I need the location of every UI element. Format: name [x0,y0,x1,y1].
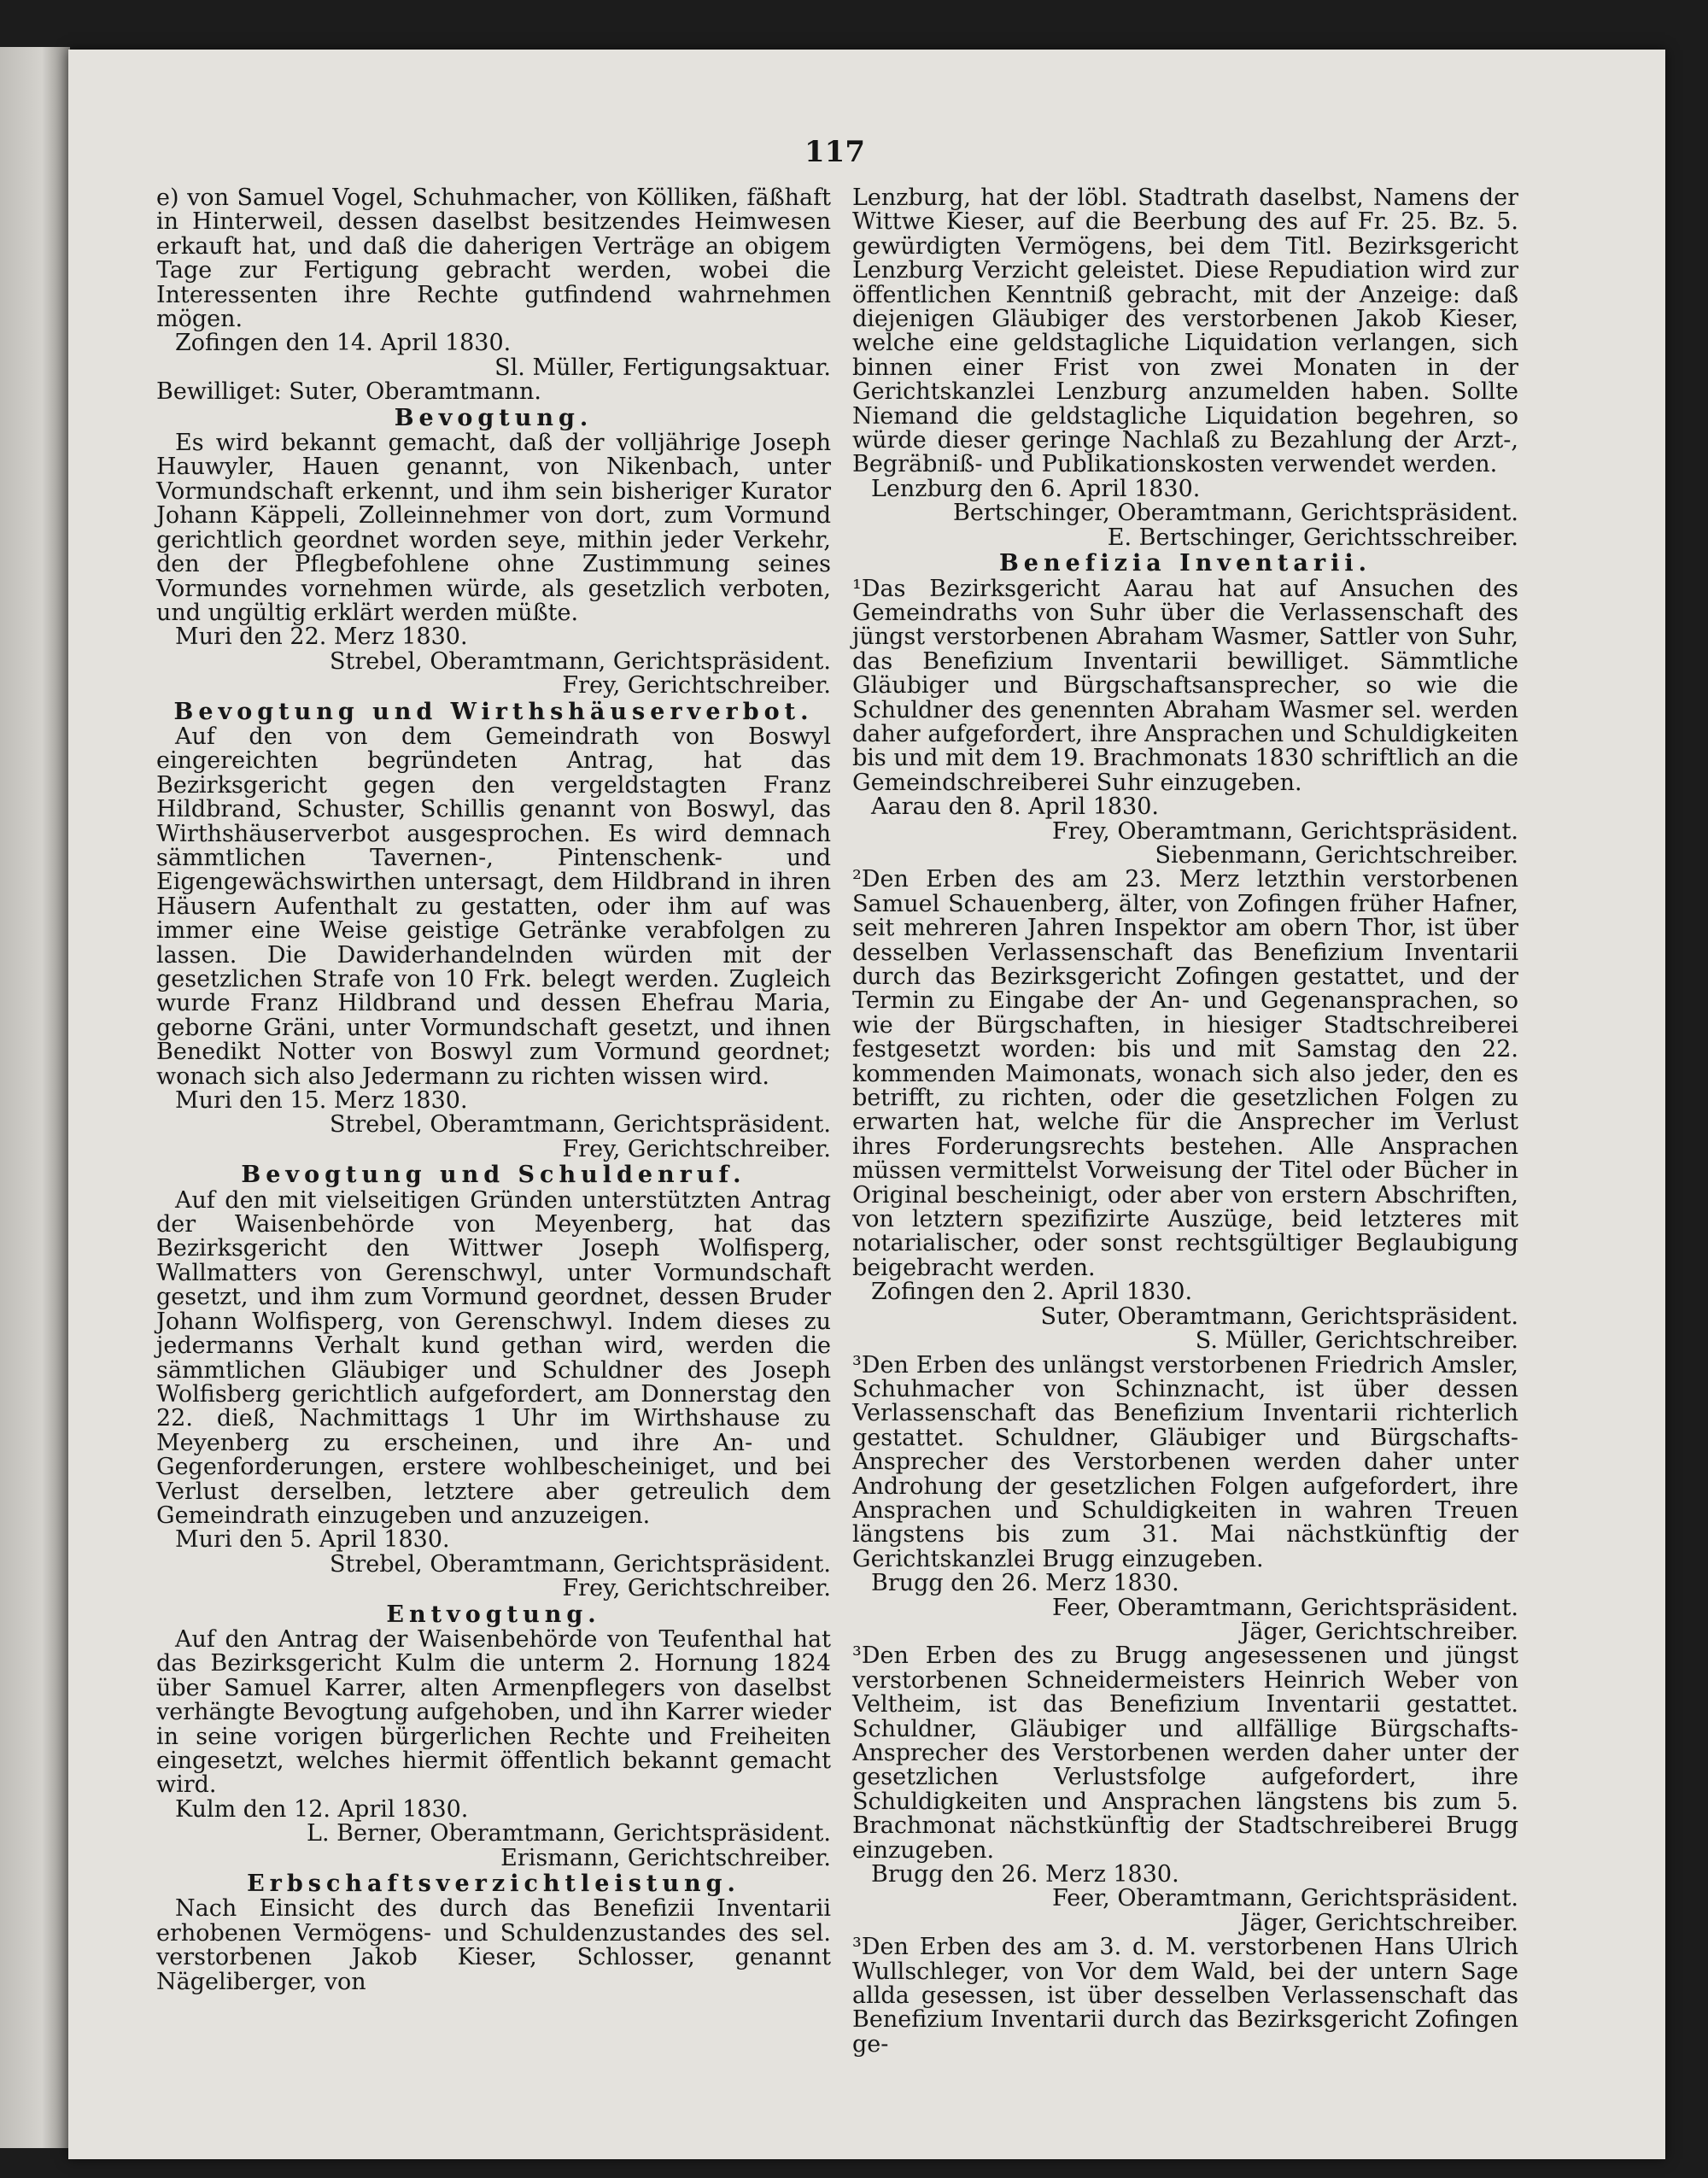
text-block-date: Brugg den 26. Merz 1830. [871,1861,1179,1888]
text-block-body: Bewilliget: Suter, Oberamtmann. [156,378,541,406]
page-number: 117 [804,135,865,169]
text-block-sig: Strebel, Oberamtmann, Gerichtspräsident. [330,647,831,675]
adjacent-page-edge [0,47,70,2148]
text-block-sig: Strebel, Oberamtmann, Gerichtspräsident. [330,1111,831,1139]
right-column [852,186,1518,2057]
text-block-body: ¹Das Bezirksgericht Aarau hat auf Ansuchen des Gemeindraths von Suhr über die Verlassenschaft des jüngst verstorbenen Abraham Wasmer, Sattler von Suhr, das Benefizium Inventarii bewilliget. Sämmtliche Gläubiger und Bürgschaftsansprecher, so wie die Schuldner des genennten Abraham Wasmer sel. werden daher aufgefordert, ihre Ansprachen und Schuldigkeiten bis und mit dem 19. Brachmonats 1830 schriftlich an die Gemeindschreiberei Suhr einzugeben. [852,575,1519,796]
text-block-head: Entvogtung. [386,1601,601,1628]
text-block-sig: Frey, Oberamtmann, Gerichtspräsident. [1051,817,1518,845]
text-block-sig: Erismann, Gerichtschreiber. [500,1844,831,1871]
text-block-body: ³Den Erben des am 3. d. M. verstorbenen Hans Ulrich Wullschleger, von Vor dem Wald, bei der untern Sage allda gesessen, ist über desselben Verlassenschaft das Benefizium Inventarii durch das Bezirksgericht Zofingen ge- [852,1934,1518,2058]
text-block-head: Bevogtung und Wirthshäuserverbot. [173,698,814,725]
text-block-ind: Auf den von dem Gemeindrath von Boswyl eingereichten begründeten Antrag, hat das Bezirksgericht gegen den vergeldstagten Franz Hildbrand, Schuster, Schillis genannt von Boswyl, das Wirthshäuserverbot ausgesprochen. Es wird demnach sämmtlichen Tavernen-, Pintenschenk- und Eigengewächswirthen untersagt, dem Hildbrand in ihren Häusern Aufenthalt zu gestatten, oder ihm auf was immer eine Weise geistige Getränke verabfolgen zu lassen. Die Dawiderhandelnden würden mit der gesetzlichen Strafe von 10 Frk. belegt werden. Zugleich wurde Franz Hildbrand und dessen Ehefrau Maria, geborne Gräni, unter Vormundschaft gesetzt, und ihnen Benedikt Notter von Boswyl zum Vormund geordnet; wonach sich also Jedermann zu richten wissen wird. [156,723,831,1090]
text-block-head: Bevogtung. [394,404,594,431]
text-block-sig: E. Bertschinger, Gerichtsschreiber. [1107,524,1518,551]
text-block-sig: Sl. Müller, Fertigungsaktuar. [494,354,831,381]
text-block-sig: L. Berner, Oberamtmann, Gerichtspräsident. [307,1820,831,1847]
text-block-sig: Siebenmann, Gerichtschreiber. [1155,841,1518,869]
text-block-body: e) von Samuel Vogel, Schuhmacher, von Kölliken, fäßhaft in Hinterweil, dessen daselbst besitzendes Heimwesen erkauft hat, und daß die daherigen Verträge an obigem Tage zur Fertigung gebracht werden, wobei die Interessenten ihre Rechte gutfindend wahrnehmen mögen. [156,184,831,333]
text-block-sig: Frey, Gerichtschreiber. [562,1575,831,1602]
text-block-sig: S. Müller, Gerichtschreiber. [1195,1327,1518,1355]
text-block-ind: Auf den Antrag der Waisenbehörde von Teufenthal hat das Bezirksgericht Kulm die unterm 2. Hornung 1824 über Samuel Karrer, alten Armenpflegers von daselbst verhängte Bevogtung aufgehoben, und ihn Karrer wieder in seine vorigen bürgerlichen Rechte und Freiheiten eingesetzt, welches hiermit öffentlich bekannt gemacht wird. [156,1625,831,1799]
text-block-sig: Strebel, Oberamtmann, Gerichtspräsident. [330,1550,831,1578]
text-block-sig: Feer, Oberamtmann, Gerichtspräsident. [1052,1594,1518,1621]
text-block-sig: Jäger, Gerichtschreiber. [1240,1618,1518,1645]
left-column [156,186,831,1994]
text-block-date: Muri den 15. Merz 1830. [175,1087,468,1115]
text-block-sig: Frey, Gerichtschreiber. [562,672,831,700]
text-block-date: Aarau den 8. April 1830. [871,793,1159,821]
text-block-sig: Bertschinger, Oberamtmann, Gerichtspräsident. [952,500,1518,527]
text-block-body: Lenzburg, hat der löbl. Stadtrath daselbst, Namens der Wittwe Kieser, auf die Beerbung des auf Fr. 25. Bz. 5. gewürdigten Vermögens, bei dem Titl. Bezirksgericht Lenzburg Verzicht geleistet. Diese Repudiation wird zur öffentlichen Kenntniß gebracht, mit der Anzeige: daß diejenigen Gläubiger des verstorbenen Jakob Kieser, welche eine geldstagliche Liquidation verlangen, sich binnen einer Frist von zwei Monaten in der Gerichtskanzlei Lenzburg anzumelden haben. Sollte Niemand die geldstagliche Liquidation begehren, so würde dieser geringe Nachlaß zu Bezahlung der Arzt-, Begräbniß- und Publikationskosten verwendet werden. [852,184,1518,478]
text-block-date: Lenzburg den 6. April 1830. [871,475,1201,502]
text-block-sig: Suter, Oberamtmann, Gerichtspräsident. [1040,1303,1518,1330]
text-block-head: Bevogtung und Schuldenruf. [241,1162,746,1189]
text-block-sig: Feer, Oberamtmann, Gerichtspräsident. [1052,1885,1518,1912]
text-block-date: Zofingen den 14. April 1830. [175,330,512,357]
text-block-ind: Es wird bekannt gemacht, daß der volljährige Joseph Hauwyler, Hauen genannt, von Nikenbach, unter Vormundschaft erkennt, und ihm sein bisheriger Kurator Johann Käppeli, Zolleinnehmer von dort, zum Vormund gerichtlich geordnet worden seye, mithin jeder Verkehr, den der Pflegbefohlene ohne Zustimmung seines Vormundes vornehmen würde, als gesetzlich verboten, und ungültig erklärt werden müßte. [156,430,831,626]
text-block-date: Muri den 5. April 1830. [175,1526,450,1554]
text-block-ind: Auf den mit vielseitigen Gründen unterstützten Antrag der Waisenbehörde von Meyenberg, hat das Bezirksgericht den Wittwer Joseph Wolfisperg, Wallmatters von Gerenschwyl, unter Vormundschaft gesetzt, und ihm zum Vormund geordnet, dessen Bruder Johann Wolfisperg, von Gerenschwyl. Indem dieses zu jedermanns Verhalt kund gethan wird, werden die sämmtlichen Gläubiger und Schuldner des Joseph Wolfisberg gerichtlich aufgefordert, am Donnerstag den 22. dieß, Nachmittags 1 Uhr im Wirthshause zu Meyenberg zu erscheinen, und ihre An- und Gegenforderungen, erstere wohlbescheiniget, und bei Verlust derselben, letztere aber getreulich dem Gemeindrath einzugeben und anzuzeigen. [156,1186,831,1529]
text-block-body: ²Den Erben des am 23. Merz letzthin verstorbenen Samuel Schauenberg, älter, von Zofingen früher Hafner, seit mehreren Jahren Inspektor am obern Thor, ist über desselben Verlassenschaft das Benefizium Inventarii durch das Bezirksgericht Zofingen gestattet, und der Termin zu Eingabe der An- und Gegenansprachen, so wie der Bürgschaften, in hiesiger Stadtschreiberei festgesetzt worden: bis und mit Samstag den 22. kommenden Maimonats, wonach sich also jeder, den es betrifft, zu richten, oder die gesetzlichen Folgen zu erwarten hat, welche für die Ansprecher im Verlust ihres Forderungsrechts bestehen. Alle Ansprachen müssen vermittelst Vorweisung der Titel oder Bücher in Original bescheinigt, oder aber von erstern Abschriften, von letztern spezifizirte Auszüge, beid letzteres mit notarialischer, oder sonst rechtsgültiger Beglaubigung beigebracht werden. [852,866,1518,1281]
text-block-head: Erbschaftsverzichtleistung. [247,1871,740,1898]
text-block-head: Benefizia Inventarii. [998,550,1372,577]
text-block-body: ³Den Erben des zu Brugg angesessenen und jüngst verstorbenen Schneidermeisters Heinrich Weber von Veltheim, ist das Benefizium Inventarii gestattet. Schuldner, Gläubiger und allfällige Bürgschafts-Ansprecher des Verstorbenen werden daher unter der gesetzlichen Verlustsfolge aufgefordert, ihre Schuldigkeiten und Ansprachen längstens bis zum 5. Brachmonat nächstkünftig der Stadtschreiberei Brugg einzugeben. [852,1642,1518,1864]
text-block-body: ³Den Erben des unlängst verstorbenen Friedrich Amsler, Schuhmacher von Schinznacht, ist über dessen Verlassenschaft das Benefizium Inventarii richterlich gestattet. Schuldner, Gläubiger und Bürgschafts-Ansprecher des Verstorbenen werden daher unter Androhung der gesetzlichen Folgen aufgefordert, ihre Ansprachen und Schuldigkeiten in wahren Treuen längstens bis zum 31. Mai nächstkünftig der Gerichtskanzlei Brugg einzugeben. [852,1351,1518,1572]
text-block-date: Zofingen den 2. April 1830. [871,1279,1193,1306]
text-block-date: Brugg den 26. Merz 1830. [871,1570,1179,1597]
text-block-sig: Frey, Gerichtschreiber. [562,1135,831,1162]
text-block-date: Kulm den 12. April 1830. [175,1795,469,1823]
text-block-sig: Jäger, Gerichtschreiber. [1240,1909,1518,1936]
text-block-ind: Nach Einsicht des durch das Benefizii Inventarii erhobenen Vermögens- und Schuldenzustandes des sel. verstorbenen Jakob Kieser, Schlosser, genannt Nägeliberger, von [156,1895,831,1995]
text-block-date: Muri den 22. Merz 1830. [175,624,468,651]
